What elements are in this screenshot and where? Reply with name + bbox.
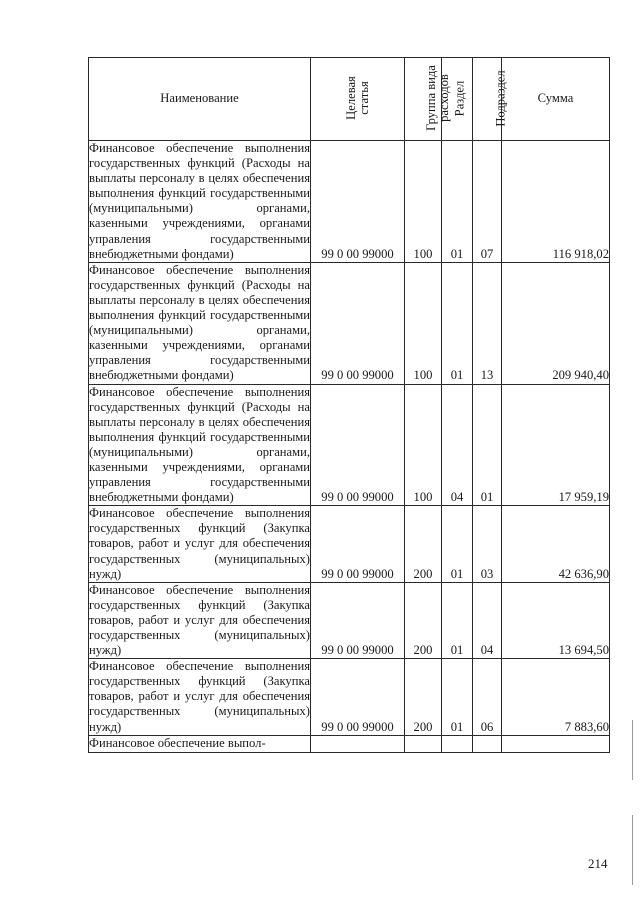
- row-section: 01: [442, 506, 473, 582]
- row-amount: 209 940,40: [502, 262, 610, 384]
- row-subsection: 07: [473, 141, 502, 263]
- row-target-article: 99 0 00 99000: [311, 506, 405, 582]
- row-expense-group: 100: [405, 262, 442, 384]
- row-target-article: 99 0 00 99000: [311, 141, 405, 263]
- row-name: Финансовое обеспечение выполнения государственных функций (Закупка товаров, работ и услуг для обеспечения государственных (муниципальных) нужд): [89, 659, 310, 734]
- header-expense-group-line2: расходов: [436, 74, 451, 123]
- row-section: 04: [442, 384, 473, 506]
- row-subsection: 03: [473, 506, 502, 582]
- row-name: Финансовое обеспечение выполнения государственных функций (Закупка товаров, работ и услуг для обеспечения государственных (муниципальных) нужд): [89, 506, 310, 581]
- empty-cell: [311, 735, 405, 752]
- header-target-article-line2: статья: [356, 81, 371, 116]
- row-subsection: 04: [473, 582, 502, 658]
- row-amount: 13 694,50: [502, 582, 610, 658]
- header-amount: Сумма: [502, 58, 610, 141]
- header-target-article: [311, 58, 405, 141]
- row-amount: 7 883,60: [502, 659, 610, 735]
- row-expense-group: 200: [405, 506, 442, 582]
- empty-cell: [473, 735, 502, 752]
- scan-edge-mark: [632, 720, 633, 780]
- table-row: [89, 506, 610, 582]
- row-name: Финансовое обеспечение выполнения государственных функций (Расходы на выплаты персоналу в целях обеспечения выполнения функций государственными (муниципальными) органами, казенными учреждениями, органами управления государственными внебюджетными фондами): [89, 262, 310, 383]
- table-row: [89, 141, 610, 263]
- row-section: 01: [442, 659, 473, 735]
- empty-cell: [405, 735, 442, 752]
- header-subsection-label: Подраздел: [493, 70, 508, 128]
- row-name-partial: Финансовое обеспечение выпол-: [89, 735, 311, 752]
- header-subsection: [473, 58, 508, 141]
- page-number: 214: [588, 856, 608, 871]
- row-target-article: 99 0 00 99000: [311, 262, 405, 384]
- row-target-article: 99 0 00 99000: [311, 659, 405, 735]
- row-amount: 42 636,90: [502, 506, 610, 582]
- row-name: Финансовое обеспечение выполнения государственных функций (Расходы на выплаты персоналу в целях обеспечения выполнения функций государственными (муниципальными) органами, казенными учреждениями, органами управления государственными внебюджетными фондами): [89, 384, 310, 505]
- row-target-article: 99 0 00 99000: [311, 582, 405, 658]
- row-section: 01: [442, 141, 473, 263]
- header-section-label: Раздел: [452, 81, 467, 117]
- table-row: [89, 659, 610, 735]
- table-row-partial: [89, 735, 610, 752]
- row-expense-group: 200: [405, 659, 442, 735]
- row-name: Финансовое обеспечение выполнения государственных функций (Расходы на выплаты персоналу в целях обеспечения выполнения функций государственными (муниципальными) органами, казенными учреждениями, органами управления государственными внебюджетными фондами): [89, 141, 310, 261]
- empty-cell: [502, 735, 610, 752]
- empty-cell: [442, 735, 473, 752]
- row-subsection: 13: [473, 262, 502, 384]
- row-target-article: 99 0 00 99000: [311, 384, 405, 506]
- row-subsection: 06: [473, 659, 502, 735]
- row-expense-group: 200: [405, 582, 442, 658]
- row-section: 01: [442, 582, 473, 658]
- scan-edge-mark: [632, 815, 633, 885]
- table-row: [89, 262, 610, 384]
- header-expense-group: [405, 58, 451, 141]
- header-name: Наименование: [89, 58, 311, 141]
- header-target-article-line1: Целевая: [343, 76, 358, 121]
- table-header-row: [89, 58, 610, 141]
- header-expense-group-line1: Группа вида: [423, 65, 438, 132]
- row-expense-group: 100: [405, 141, 442, 263]
- row-section: 01: [442, 262, 473, 384]
- row-amount: 116 918,02: [502, 141, 610, 263]
- table-row: [89, 582, 610, 658]
- row-name: Финансовое обеспечение выполнения государственных функций (Закупка товаров, работ и услуг для обеспечения государственных (муниципальных) нужд): [89, 582, 310, 658]
- budget-table: [88, 57, 610, 753]
- table-row: [89, 384, 610, 506]
- row-amount: 17 959,19: [502, 384, 610, 506]
- row-subsection: 01: [473, 384, 502, 506]
- row-expense-group: 100: [405, 384, 442, 506]
